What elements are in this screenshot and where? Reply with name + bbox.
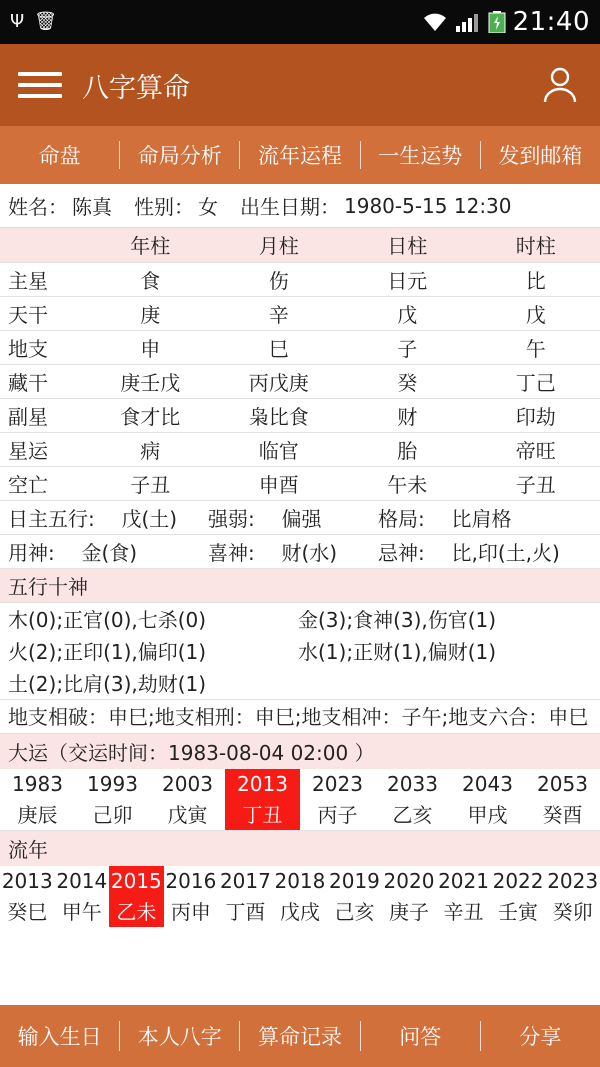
- cell-fuxing-month: 枭比食: [215, 398, 344, 432]
- cell-fuxing-day: 财: [343, 398, 472, 432]
- wuxing-line-1: [0, 603, 600, 635]
- dayun-ganzhi-6[interactable]: 甲戌: [467, 802, 508, 827]
- yongshen-group: [8, 537, 208, 566]
- liunian-ganzhi-6[interactable]: 己亥: [334, 899, 375, 924]
- rizhu-wuxing-label: 日主五行:: [8, 506, 95, 531]
- liunian-ganzhi-0[interactable]: 癸巳: [7, 899, 48, 924]
- cell-kongwang-hour: 子丑: [472, 466, 600, 500]
- liunian-table: [0, 866, 600, 927]
- analysis-row-1: [0, 501, 600, 535]
- page-title: 八字算命: [82, 72, 190, 104]
- dayun-ganzhi-5[interactable]: 乙亥: [392, 802, 433, 827]
- qiangruo-label: 强弱:: [208, 506, 255, 531]
- liunian-year-6[interactable]: 2019: [329, 868, 380, 893]
- cell-tiangan-year: 庚: [86, 296, 215, 330]
- bottom-item-input-birthday[interactable]: 输入生日: [17, 1025, 102, 1049]
- table-row: [0, 364, 600, 398]
- dayun-year-6[interactable]: 2043: [462, 771, 513, 796]
- dayun-year-5[interactable]: 2033: [387, 771, 438, 796]
- pillar-header-year: 年柱: [86, 228, 215, 262]
- rizhu-wuxing-group: [8, 503, 208, 532]
- wifi-icon: [422, 12, 448, 32]
- liunian-year-5[interactable]: 2018: [274, 868, 326, 893]
- table-header-row: [0, 228, 600, 262]
- dayun-year-1[interactable]: 1993: [87, 771, 138, 796]
- hamburger-menu-icon[interactable]: [18, 72, 62, 98]
- liunian-year-3[interactable]: 2016: [165, 868, 217, 893]
- cell-tiangan-day: 戊: [343, 296, 472, 330]
- app-bar: [0, 44, 600, 126]
- row-label-canggan: 藏干: [0, 364, 86, 398]
- bottom-item-my-bazi[interactable]: 本人八字: [137, 1025, 222, 1049]
- gender-label: 性别：: [134, 195, 194, 219]
- cell-zhuxing-hour: 比: [472, 262, 600, 296]
- birth-date-label: 出生日期：: [240, 195, 340, 219]
- cell-canggan-year: 庚壬戊: [86, 364, 215, 398]
- liunian-ganzhi-1[interactable]: 甲午: [61, 899, 102, 924]
- wuxing-shui: 水(1);正财(1),偏财(1): [298, 640, 497, 664]
- liunian-year-9[interactable]: 2022: [492, 868, 544, 893]
- signal-icon: [455, 12, 481, 32]
- cell-fuxing-year: 食才比: [86, 398, 215, 432]
- cell-dizhi-hour: 午: [472, 330, 600, 364]
- wuxing-huo: 火(2);正印(1),偏印(1): [8, 640, 207, 664]
- cell-kongwang-year: 子丑: [86, 466, 215, 500]
- dayun-year-3-selected[interactable]: 2013: [225, 769, 300, 799]
- liunian-year-8[interactable]: 2021: [438, 868, 489, 893]
- cell-tiangan-month: 辛: [215, 296, 344, 330]
- person-icon[interactable]: [538, 63, 582, 107]
- cell-dizhi-day: 子: [343, 330, 472, 364]
- liunian-ganzhi-8[interactable]: 辛丑: [443, 899, 484, 924]
- liunian-ganzhi-2-selected[interactable]: 乙未: [109, 896, 164, 927]
- cell-canggan-month: 丙戊庚: [215, 364, 344, 398]
- status-bar-left-icons: [10, 13, 422, 31]
- usb-icon: Ψ: [10, 11, 25, 32]
- pillar-header-hour: 时柱: [472, 228, 600, 262]
- liunian-ganzhi-7[interactable]: 庚子: [388, 899, 429, 924]
- wuxing-line-3: [0, 667, 600, 699]
- status-bar: [0, 0, 600, 44]
- dayun-ganzhi-row: [0, 799, 600, 830]
- liunian-year-0[interactable]: 2013: [1, 868, 53, 893]
- cell-dizhi-year: 申: [86, 330, 215, 364]
- yongshen-value: 金(食): [81, 540, 138, 565]
- tab-send-email[interactable]: 发到邮箱: [498, 144, 583, 168]
- wuxing-mu: 木(0);正官(0),七杀(0): [8, 608, 207, 632]
- tab-yisheng-yunshi[interactable]: 一生运势: [378, 144, 463, 168]
- tab-mingju-analysis[interactable]: 命局分析: [137, 144, 222, 168]
- cell-zhuxing-day: 日元: [343, 262, 472, 296]
- row-label-dizhi: 地支: [0, 330, 86, 364]
- pillar-header-month: 月柱: [215, 228, 344, 262]
- bottom-bar: [0, 1005, 600, 1067]
- cell-xingyun-day: 胎: [343, 432, 472, 466]
- cell-canggan-hour: 丁己: [472, 364, 600, 398]
- dayun-year-7[interactable]: 2053: [537, 771, 588, 796]
- table-row: [0, 398, 600, 432]
- broom-icon: 🗑: [34, 11, 58, 32]
- status-bar-right: [422, 7, 590, 37]
- battery-charging-icon: [488, 11, 506, 33]
- liunian-year-1[interactable]: 2014: [56, 868, 108, 893]
- liunian-ganzhi-10[interactable]: 癸卯: [552, 899, 593, 924]
- qiangruo-value: 偏强: [281, 506, 322, 531]
- geju-group: [378, 503, 600, 532]
- liunian-ganzhi-9[interactable]: 壬寅: [498, 899, 539, 924]
- section-header-liunian: 流年: [0, 830, 600, 866]
- dayun-ganzhi-7[interactable]: 癸酉: [542, 802, 583, 827]
- basic-info-row: [0, 184, 600, 228]
- cell-canggan-day: 癸: [343, 364, 472, 398]
- dayun-ganzhi-1[interactable]: 己卯: [92, 802, 133, 827]
- name-label: 姓名：: [8, 195, 68, 219]
- row-label-fuxing: 副星: [0, 398, 86, 432]
- jishen-value: 比,印(土,火): [451, 540, 560, 565]
- xishen-value: 财(水): [281, 540, 338, 565]
- dayun-ganzhi-2[interactable]: 戊寅: [167, 802, 208, 827]
- section-header-wuxing: 五行十神: [0, 569, 600, 603]
- jishen-group: [378, 537, 600, 566]
- jishen-label: 忌神:: [378, 540, 425, 565]
- cell-kongwang-day: 午未: [343, 466, 472, 500]
- rizhu-wuxing-value: 戊(土): [121, 506, 178, 531]
- cell-zhuxing-month: 伤: [215, 262, 344, 296]
- dayun-ganzhi-0[interactable]: 庚辰: [17, 802, 58, 827]
- liunian-ganzhi-row: [0, 896, 600, 927]
- four-pillars-table: [0, 228, 600, 501]
- liunian-year-7[interactable]: 2020: [383, 868, 435, 893]
- table-row: [0, 296, 600, 330]
- row-label-tiangan: 天干: [0, 296, 86, 330]
- cell-fuxing-hour: 印劫: [472, 398, 600, 432]
- row-label-kongwang: 空亡: [0, 466, 86, 500]
- liunian-year-4[interactable]: 2017: [219, 868, 271, 893]
- wuxing-jin: 金(3);食神(3),伤官(1): [298, 608, 497, 632]
- geju-label: 格局:: [378, 506, 425, 531]
- table-row: [0, 466, 600, 500]
- row-label-zhuxing: 主星: [0, 262, 86, 296]
- geju-value: 比肩格: [451, 506, 512, 531]
- wuxing-line-2: [0, 635, 600, 667]
- dayun-year-0[interactable]: 1983: [12, 771, 63, 796]
- liunian-ganzhi-4[interactable]: 丁酉: [225, 899, 266, 924]
- cell-xingyun-month: 临官: [215, 432, 344, 466]
- tab-mingpan[interactable]: 命盘: [38, 144, 81, 168]
- qiangruo-group: [208, 503, 378, 532]
- tab-liunian-yuncheng[interactable]: 流年运程: [258, 144, 342, 168]
- cell-zhuxing-year: 食: [86, 262, 215, 296]
- gender-value: 女: [198, 195, 218, 219]
- cell-kongwang-month: 申酉: [215, 466, 344, 500]
- bottom-item-qa[interactable]: 问答: [399, 1025, 442, 1049]
- tab-bar: [0, 126, 600, 184]
- cell-xingyun-hour: 帝旺: [472, 432, 600, 466]
- bottom-item-records[interactable]: 算命记录: [258, 1025, 342, 1049]
- liunian-ganzhi-3[interactable]: 丙申: [170, 899, 211, 924]
- xishen-label: 喜神:: [208, 540, 255, 565]
- cell-tiangan-hour: 戊: [472, 296, 600, 330]
- dayun-year-2[interactable]: 2003: [162, 771, 213, 796]
- cell-xingyun-year: 病: [86, 432, 215, 466]
- birth-date-value: 1980-5-15 12:30: [344, 193, 512, 218]
- liunian-year-2-selected[interactable]: 2015: [109, 866, 164, 896]
- liunian-year-row: [0, 866, 600, 896]
- table-row: [0, 432, 600, 466]
- dayun-ganzhi-3-selected[interactable]: 丁丑: [225, 799, 300, 830]
- name-value: 陈真: [72, 195, 112, 219]
- wuxing-tu: 土(2);比肩(3),劫财(1): [8, 672, 207, 696]
- dayun-table: [0, 769, 600, 830]
- status-bar-clock: 21:40: [512, 7, 590, 37]
- yongshen-label: 用神:: [8, 540, 55, 565]
- dayun-year-row: [0, 769, 600, 799]
- cell-dizhi-month: 巳: [215, 330, 344, 364]
- analysis-row-2: [0, 535, 600, 569]
- bottom-item-share[interactable]: 分享: [519, 1025, 562, 1049]
- xishen-group: [208, 537, 378, 566]
- liunian-ganzhi-5[interactable]: 戊戌: [279, 899, 320, 924]
- liunian-year-10[interactable]: 2023: [547, 868, 599, 893]
- dizhi-relations-text: 地支相破：申巳;地支相刑：申巳;地支相冲：子午;地支六合：申巳: [0, 699, 600, 733]
- table-row: [0, 330, 600, 364]
- pillar-header-day: 日柱: [343, 228, 472, 262]
- dayun-ganzhi-4[interactable]: 丙子: [317, 802, 358, 827]
- table-row: [0, 262, 600, 296]
- pillar-header-blank: [0, 228, 86, 262]
- dayun-year-4[interactable]: 2023: [312, 771, 363, 796]
- row-label-xingyun: 星运: [0, 432, 86, 466]
- section-header-dayun: 大运（交运时间：1983-08-04 02:00 ）: [0, 733, 600, 769]
